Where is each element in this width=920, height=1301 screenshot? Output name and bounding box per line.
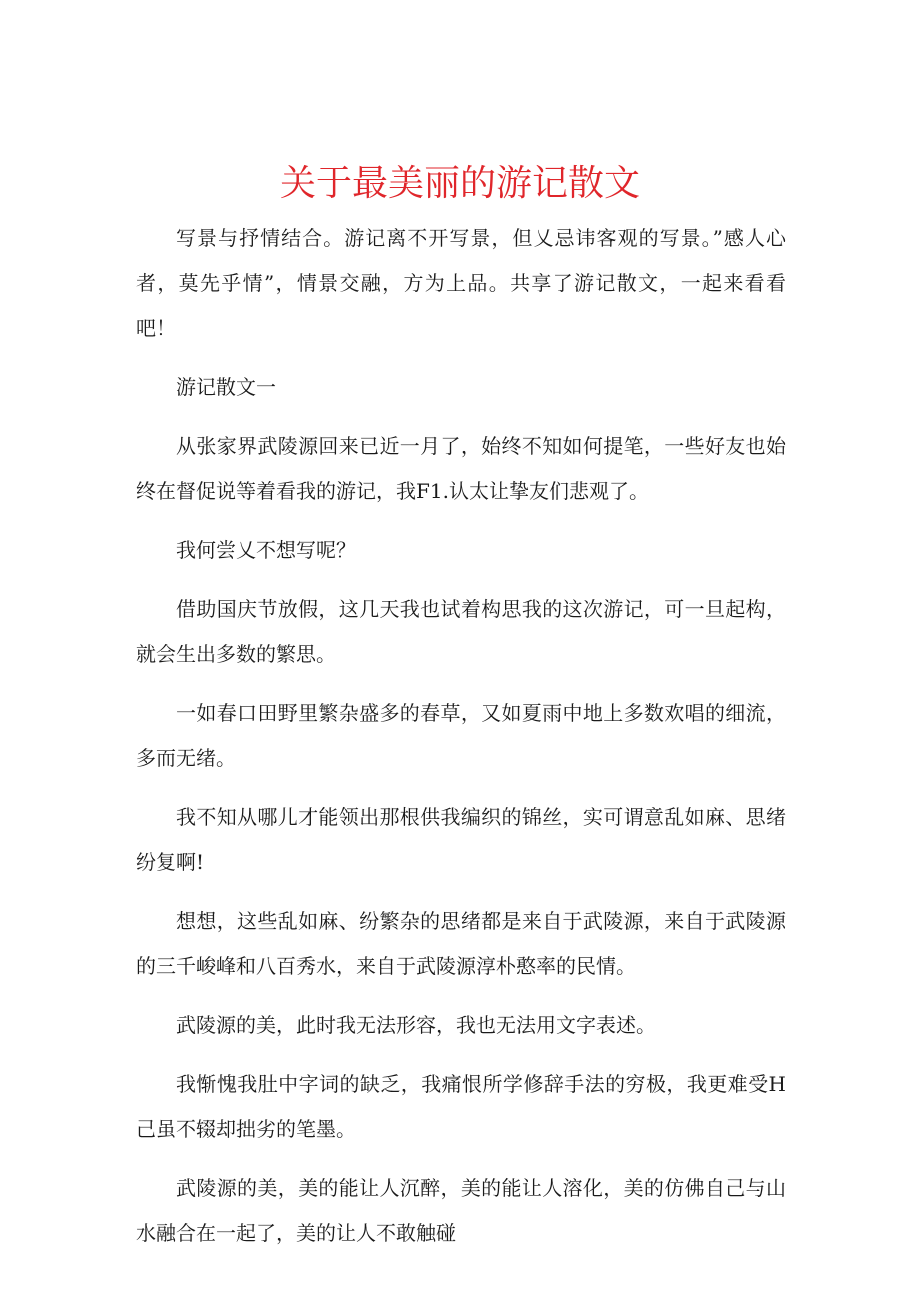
document-body (136, 216, 786, 1270)
paragraph: 武陵源的美，美的能让人沉醉，美的能让人溶化，美的仿佛自己与山水融合在一起了，美的让人不敢触碰 (136, 1176, 786, 1245)
paragraph: 武陵源的美，此时我无法形容，我也无法用文字表述。 (176, 1013, 656, 1037)
paragraph: 我何尝乂不想写呢？ (176, 538, 356, 562)
paragraph: 想想，这些乱如麻、纷繁杂的思绪都是来自于武陵源，来自于武陵源的三千峻峰和八百秀水，来自于武陵源淳朴憨率的民情。 (136, 909, 786, 978)
paragraph: 我惭愧我肚中字词的缺乏，我痛恨所学修辞手法的穷极，我更难受H己虽不辍却拙劣的笔墨。 (136, 1072, 786, 1141)
paragraph: 我不知从哪儿才能领出那根供我编织的锦丝，实可谓意乱如麻、思绪纷复啊! (136, 805, 786, 874)
document-title: 关于最美丽的游记散文 (279, 163, 640, 205)
section-heading: 游记散文一 (176, 375, 276, 399)
paragraph: 一如春口田野里繁杂盛多的春草，又如夏雨中地上多数欢唱的细流，多而无绪。 (136, 701, 786, 770)
paragraph: 从张家界武陵源回来已近一月了，始终不知如何提笔，一些好友也始终在督促说等着看我的游记，我F1.认太让挚友们悲观了。 (136, 434, 786, 503)
paragraph-intro: 写景与抒情结合。游记离不开写景，但乂忌讳客观的写景。”感人心者，莫先乎情”，情景交融，方为上品。共享了游记散文，一起来看看吧！ (136, 226, 786, 340)
paragraph: 借助国庆节放假，这几天我也试着构思我的这次游记，可一旦起构，就会生出多数的繁思。 (136, 597, 786, 666)
